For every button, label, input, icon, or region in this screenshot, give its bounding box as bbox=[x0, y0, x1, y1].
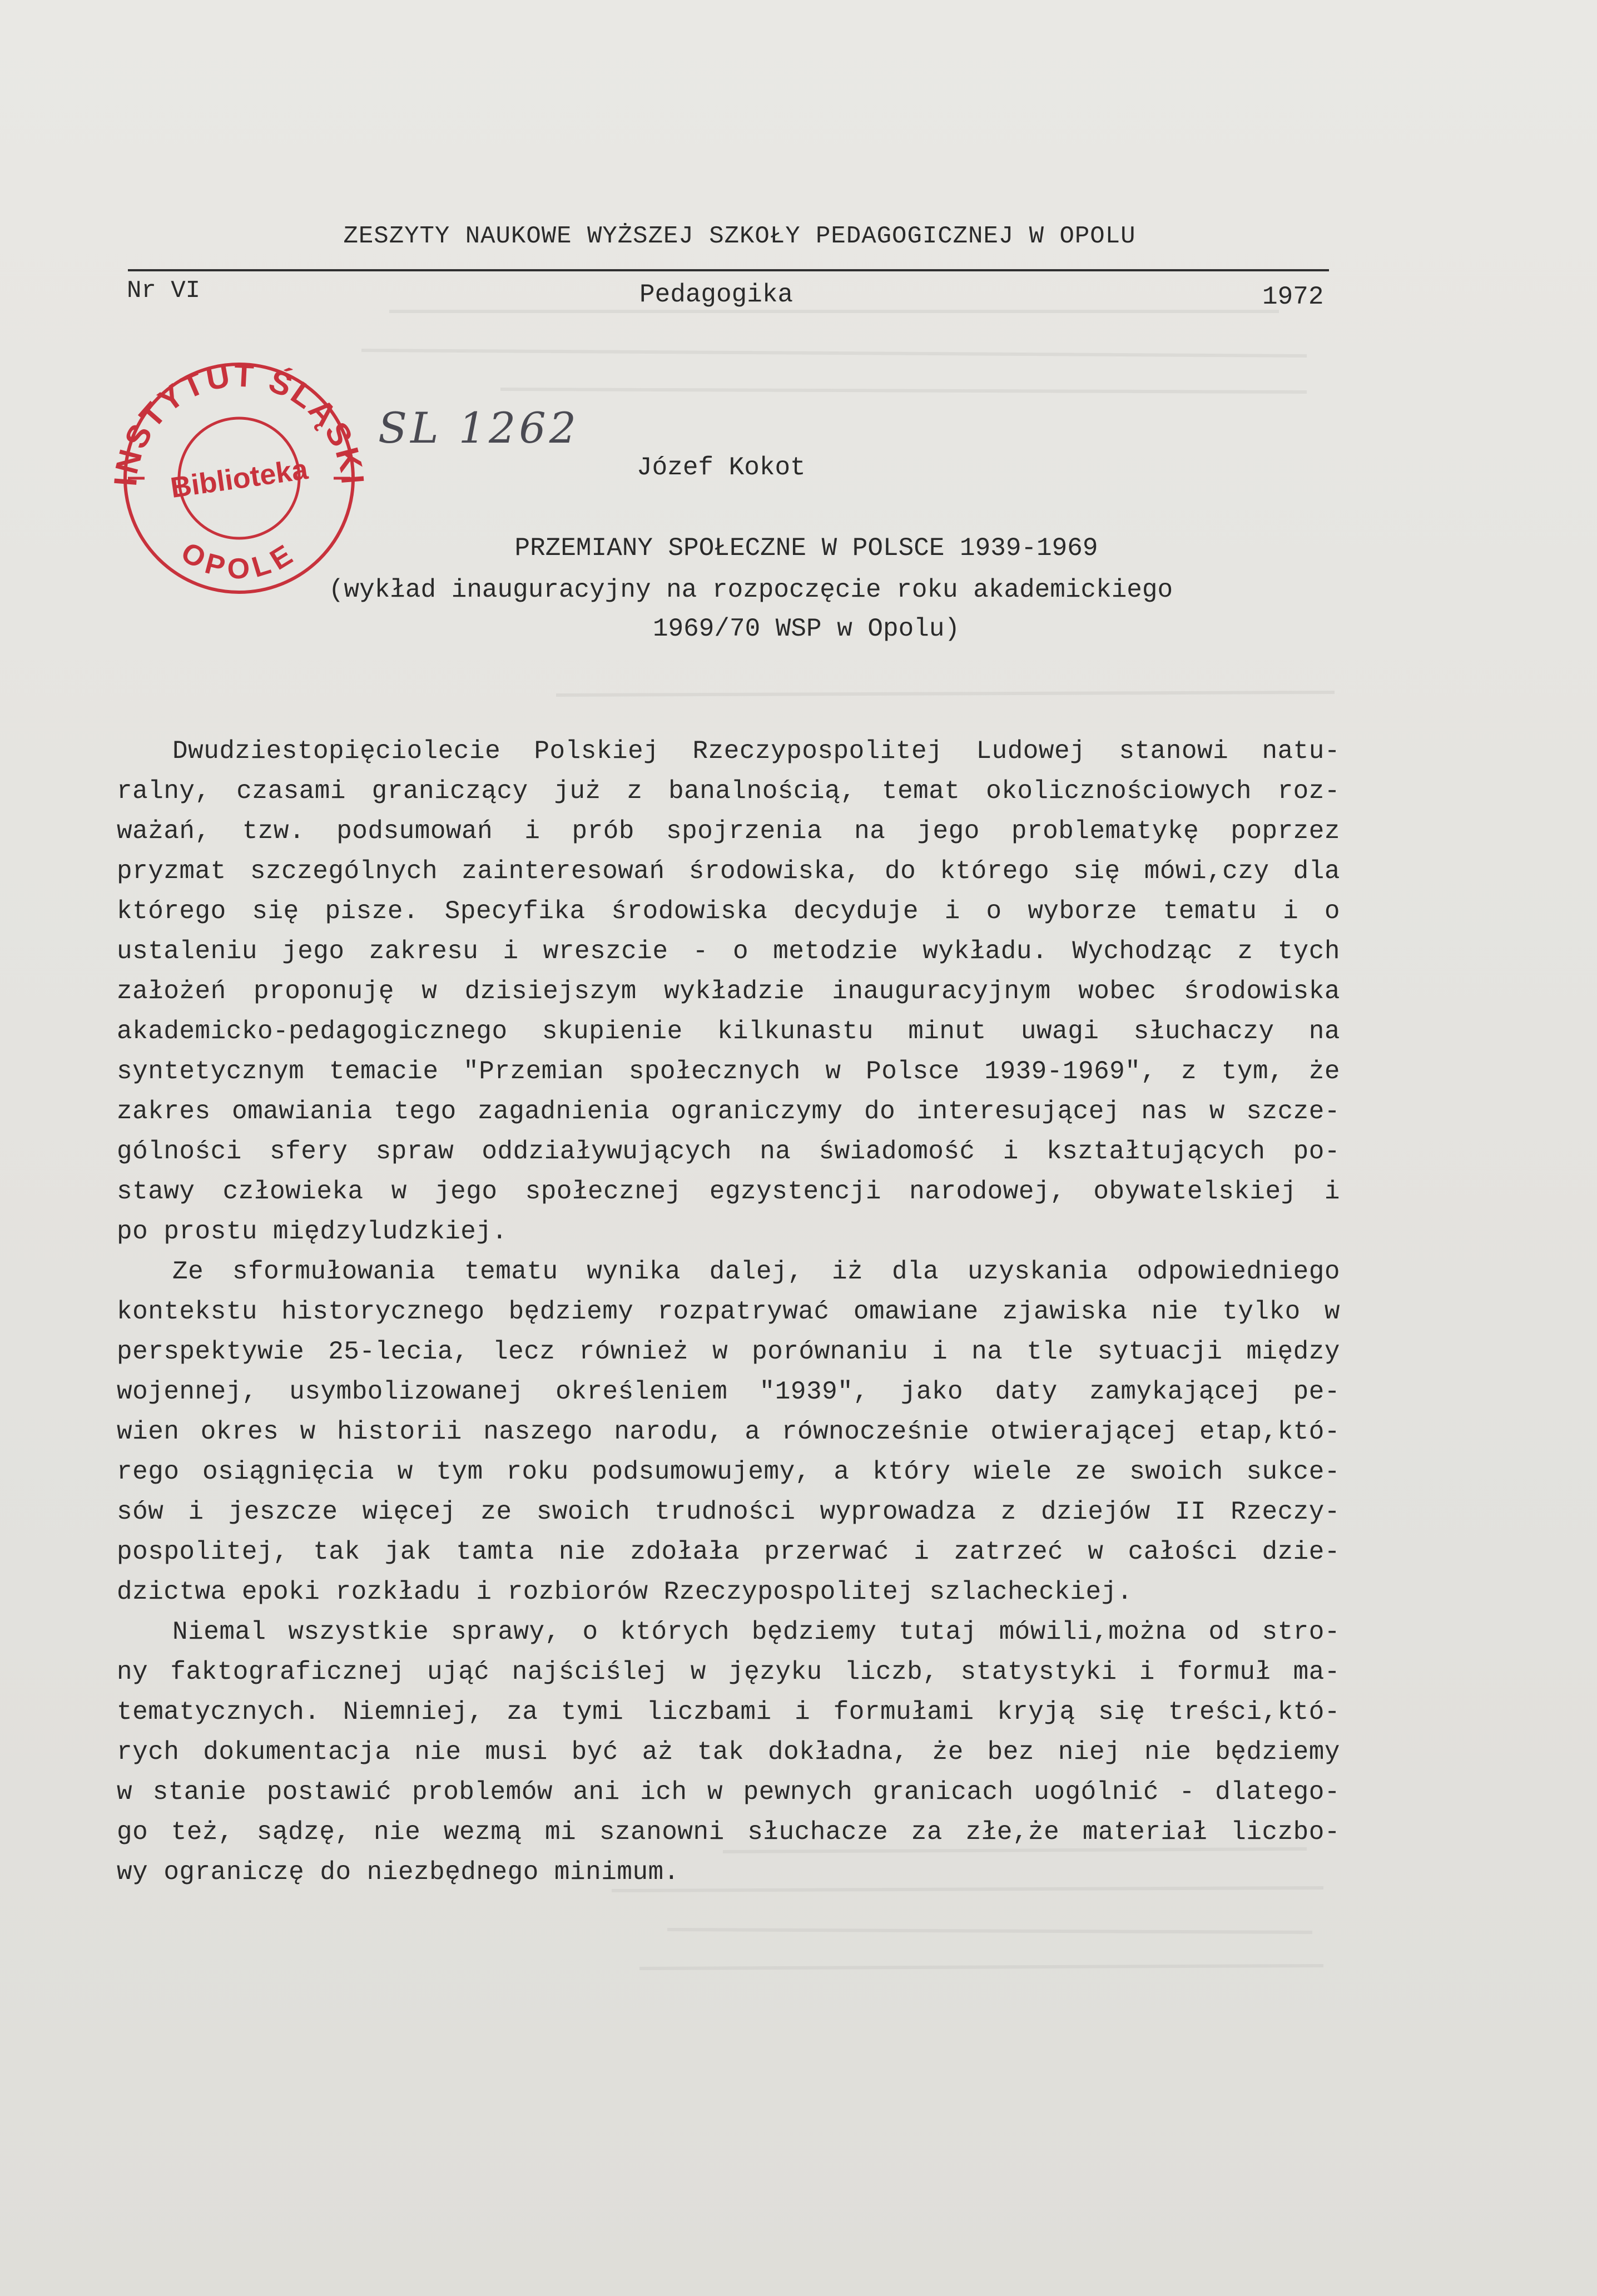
text-line: kontekstu historycznego będziemy rozpatrywać omawiane zjawiska nie tylko w bbox=[117, 1297, 1340, 1326]
text-line: dzictwa epoki rozkładu i rozbiorów Rzeczypospolitej szlacheckiej. bbox=[117, 1578, 1133, 1606]
publication-year: 1972 bbox=[1262, 282, 1324, 311]
text-line: Ze sformułowania tematu wynika dalej, iż dla uzyskania odpowiedniego bbox=[172, 1257, 1340, 1286]
stamp-center-text: Biblioteka bbox=[168, 453, 310, 505]
text-line: rych dokumentacja nie musi być aż tak dokładna, że bez niej nie będziemy bbox=[117, 1738, 1340, 1767]
handwritten-shelfmark: SL 1262 bbox=[378, 403, 580, 453]
text-line: w stanie postawić problemów ani ich w pewnych granicach uogólnić - dlatego- bbox=[117, 1778, 1340, 1807]
text-line: założeń proponuję w dzisiejszym wykładzie inauguracyjnym wobec środowiska bbox=[117, 977, 1340, 1006]
stamp-top-text: INSTYTUT ŚLĄSKI bbox=[107, 357, 371, 488]
text-line: wojennej, usymbolizowanej określeniem "1939", jako daty zamykającej pe- bbox=[117, 1377, 1340, 1406]
text-line: wien okres w historii naszego narodu, a równocześnie otwierającej etap,któ- bbox=[117, 1417, 1340, 1446]
text-line: wy ograniczę do niezbędnego minimum. bbox=[117, 1858, 680, 1887]
article-title: PRZEMIANY SPOŁECZNE W POLSCE 1939-1969 bbox=[514, 534, 1098, 563]
text-line: zakres omawiania tego zagadnienia ograniczymy do interesującej nas w szcze- bbox=[117, 1097, 1340, 1126]
text-line: Niemal wszystkie sprawy, o których będziemy tutaj mówili,można od stro- bbox=[172, 1618, 1340, 1647]
text-line: sów i jeszcze więcej ze swoich trudności wyprowadza z dziejów II Rzeczy- bbox=[117, 1497, 1340, 1526]
text-line: go też, sądzę, nie wezmą mi szanowni słuchacze za złe,że materiał liczbo- bbox=[117, 1818, 1340, 1847]
text-line: Dwudziestopięciolecie Polskiej Rzeczypospolitej Ludowej stanowi natu- bbox=[172, 737, 1340, 766]
text-line: gólności sfery spraw oddziaływujących na świadomość i kształtujących po- bbox=[117, 1137, 1340, 1166]
text-line: po prostu międzyludzkiej. bbox=[117, 1217, 508, 1246]
text-line: tematycznych. Niemniej, za tymi liczbami i formułami kryją się treści,któ- bbox=[117, 1698, 1340, 1727]
text-line: ustaleniu jego zakresu i wreszcie - o metodzie wykładu. Wychodząc z tych bbox=[117, 937, 1340, 966]
text-line: rego osiągnięcia w tym roku podsumowujemy, a który wiele ze swoich sukce- bbox=[117, 1457, 1340, 1486]
header-rule bbox=[128, 269, 1329, 271]
text-line: którego się pisze. Specyfika środowiska decyduje i o wyborze tematu i o bbox=[117, 897, 1340, 926]
text-line: pospolitej, tak jak tamta nie zdołała przerwać i zatrzeć w całości dzie- bbox=[117, 1538, 1340, 1566]
text-line: stawy człowieka w jego społecznej egzystencji narodowej, obywatelskiej i bbox=[117, 1177, 1340, 1206]
body-text bbox=[117, 731, 1340, 1892]
text-line: ważań, tzw. podsumowań i prób spojrzenia na jego problematykę poprzez bbox=[117, 817, 1340, 846]
series-name: Pedagogika bbox=[639, 280, 793, 309]
text-line: pryzmat szczególnych zainteresowań środowiska, do którego się mówi,czy dla bbox=[117, 857, 1340, 886]
author-name: Józef Kokot bbox=[637, 453, 806, 482]
text-line: akademicko-pedagogicznego skupienie kilkunastu minut uwagi słuchaczy na bbox=[117, 1017, 1340, 1046]
library-stamp bbox=[106, 350, 373, 595]
issue-number: Nr VI bbox=[127, 277, 201, 305]
text-line: ny faktograficznej ująć najściślej w języku liczb, statystyki i formuł ma- bbox=[117, 1658, 1340, 1687]
article-subtitle-line-2: 1969/70 WSP w Opolu) bbox=[652, 614, 960, 643]
journal-title: ZESZYTY NAUKOWE WYŻSZEJ SZKOŁY PEDAGOGICZNEJ W OPOLU bbox=[343, 222, 1136, 250]
text-line: perspektywie 25-lecia, lecz również w porównaniu i na tle sytuacji między bbox=[117, 1337, 1340, 1366]
stamp-bottom-text: OPOLE bbox=[175, 535, 303, 586]
article-subtitle-line-1: (wykład inauguracyjny na rozpoczęcie roku akademickiego bbox=[328, 576, 1173, 604]
text-line: ralny, czasami graniczący już z banalnością, temat okolicznościowych roz- bbox=[117, 777, 1340, 806]
text-line: syntetycznym temacie "Przemian społecznych w Polsce 1939-1969", z tym, że bbox=[117, 1057, 1340, 1086]
